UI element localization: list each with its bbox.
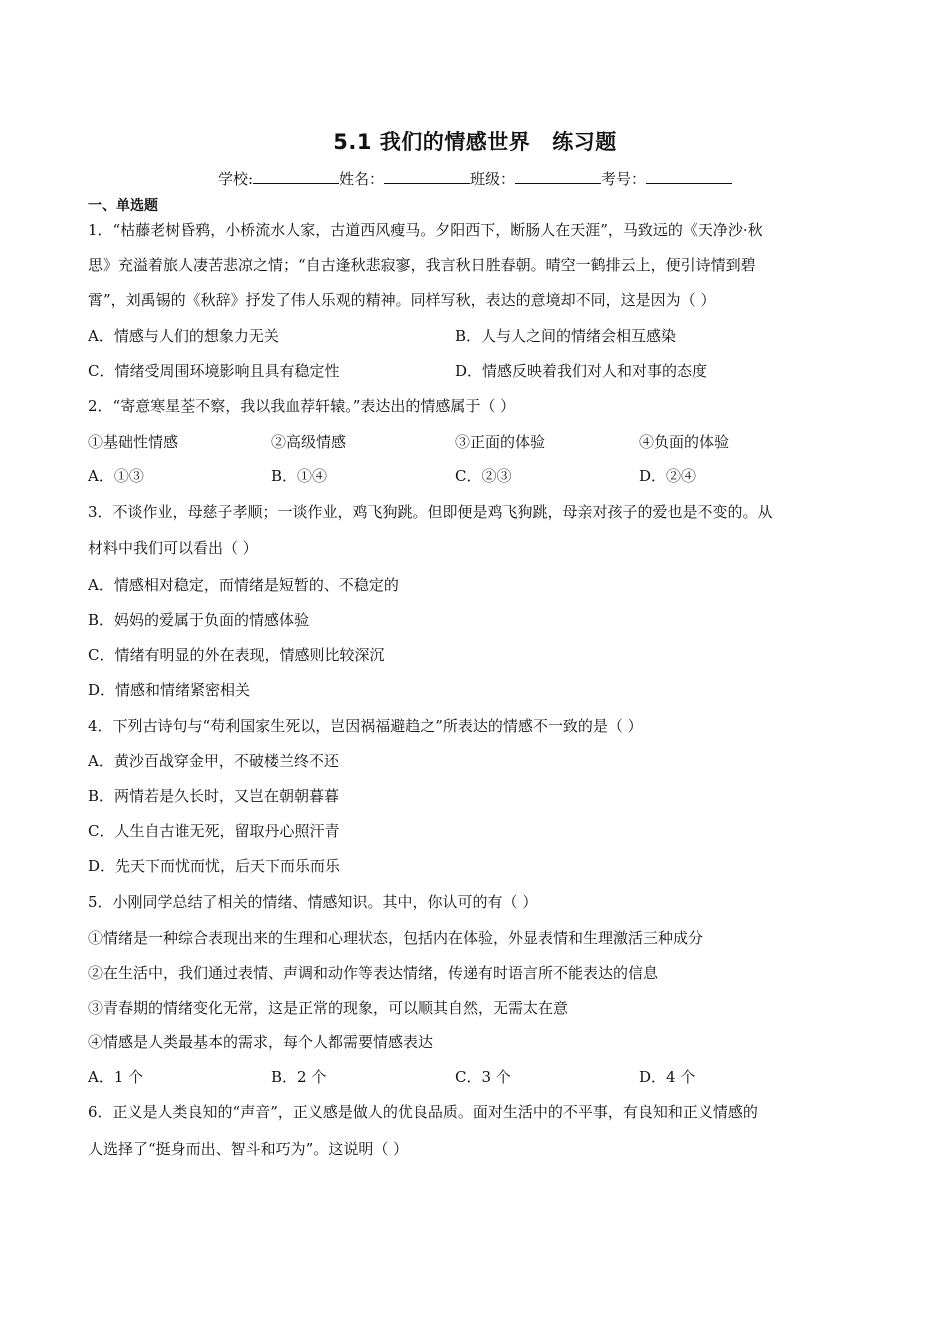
name-blank[interactable]	[384, 169, 470, 184]
q2-option-b[interactable]: B．①④	[271, 467, 328, 485]
q1-option-a[interactable]: A．情感与人们的想象力无关	[88, 327, 279, 345]
q3-option-b[interactable]: B．妈妈的爱属于负面的情感体验	[88, 611, 310, 629]
q1-option-b[interactable]: B．人与人之间的情绪会相互感染	[455, 327, 677, 345]
page-title	[0, 126, 950, 156]
q4-option-c[interactable]: C．人生自古谁无死，留取丹心照汗青	[88, 822, 340, 840]
q4-option-d[interactable]: D．先天下而忧而忧，后天下而乐而乐	[88, 857, 341, 875]
q3-option-d[interactable]: D．情感和情绪紧密相关	[88, 681, 251, 699]
school-blank[interactable]	[253, 169, 339, 184]
q2-statement-3: ③正面的体验	[455, 433, 546, 451]
q5-statement-1: ①情绪是一种综合表现出来的生理和心理状态，包括内在体验，外显表情和生理激活三种成分	[88, 929, 704, 947]
q4-stem: 4．下列古诗句与“苟利国家生死以，岂因祸福避趋之”所表达的情感不一致的是（ ）	[88, 717, 643, 735]
class-blank[interactable]	[515, 169, 601, 184]
student-info-line	[0, 168, 950, 189]
q5-stem: 5．小刚同学总结了相关的情绪、情感知识。其中，你认可的有（ ）	[88, 893, 538, 911]
exam-blank[interactable]	[646, 169, 732, 184]
q4-option-b[interactable]: B．两情若是久长时，又岂在朝朝暮暮	[88, 787, 340, 805]
q5-statement-3: ③青春期的情绪变化无常，这是正常的现象，可以顺其自然，无需太在意	[88, 999, 569, 1017]
q2-statement-4: ④负面的体验	[639, 433, 730, 451]
q5-option-d[interactable]: D．4 个	[639, 1068, 696, 1086]
q1-stem-line3: 霄”，刘禹锡的《秋辞》抒发了伟人乐观的精神。同样写秋，表达的意境却不同，这是因为（ ）	[88, 291, 716, 309]
q6-stem-line1: 6．正义是人类良知的“声音”，正义感是做人的优良品质。面对生活中的不平事，有良知和正义情感的	[88, 1103, 758, 1121]
q1-stem-line2: 思》充溢着旅人凄苦悲凉之情；“自古逢秋悲寂寥，我言秋日胜春朝。晴空一鹤排云上，便引诗情到碧	[88, 256, 756, 274]
q5-option-c[interactable]: C．3 个	[455, 1068, 511, 1086]
q3-stem-line2: 材料中我们可以看出（ ）	[88, 539, 258, 557]
q5-option-a[interactable]: A．1 个	[88, 1068, 144, 1086]
class-label: 班级：	[470, 170, 516, 188]
q2-statement-2: ②高级情感	[271, 433, 347, 451]
q5-option-b[interactable]: B．2 个	[271, 1068, 327, 1086]
exam-label: 考号：	[601, 170, 647, 188]
q1-option-d[interactable]: D．情感反映着我们对人和对事的态度	[455, 362, 708, 380]
title-suffix: 练习题	[552, 130, 617, 154]
q2-option-a[interactable]: A．①③	[88, 467, 144, 485]
q2-stem: 2．“寄意寒星荃不察，我以我血荐轩辕。”表达出的情感属于（ ）	[88, 397, 516, 415]
q2-option-c[interactable]: C．②③	[455, 467, 512, 485]
q3-option-a[interactable]: A．情感相对稳定，而情绪是短暂的、不稳定的	[88, 576, 399, 594]
q2-statement-1: ①基础性情感	[88, 433, 179, 451]
q3-option-c[interactable]: C．情绪有明显的外在表现，情感则比较深沉	[88, 646, 385, 664]
q4-option-a[interactable]: A．黄沙百战穿金甲，不破楼兰终不还	[88, 752, 339, 770]
q5-statement-2: ②在生活中，我们通过表情、声调和动作等表达情绪，传递有时语言所不能表达的信息	[88, 964, 659, 982]
q3-stem-line1: 3．不谈作业，母慈子孝顺；一谈作业，鸡飞狗跳。但即便是鸡飞狗跳，母亲对孩子的爱也是不变的。从	[88, 503, 773, 521]
q5-statement-4: ④情感是人类最基本的需求，每个人都需要情感表达	[88, 1033, 434, 1051]
title-main: 5.1 我们的情感世界	[333, 130, 531, 154]
q1-option-c[interactable]: C．情绪受周围环境影响且具有稳定性	[88, 362, 340, 380]
school-label: 学校:	[217, 170, 253, 188]
q6-stem-line2: 人选择了“挺身而出、智斗和巧为”。这说明（ ）	[88, 1140, 409, 1158]
q2-option-d[interactable]: D．②④	[639, 467, 697, 485]
q1-stem-line1: 1．“枯藤老树昏鸦，小桥流水人家，古道西风瘦马。夕阳西下，断肠人在天涯”，马致远的《天净沙·秋	[88, 221, 763, 239]
name-label: 姓名：	[339, 170, 385, 188]
section-heading: 一、单选题	[88, 198, 158, 214]
